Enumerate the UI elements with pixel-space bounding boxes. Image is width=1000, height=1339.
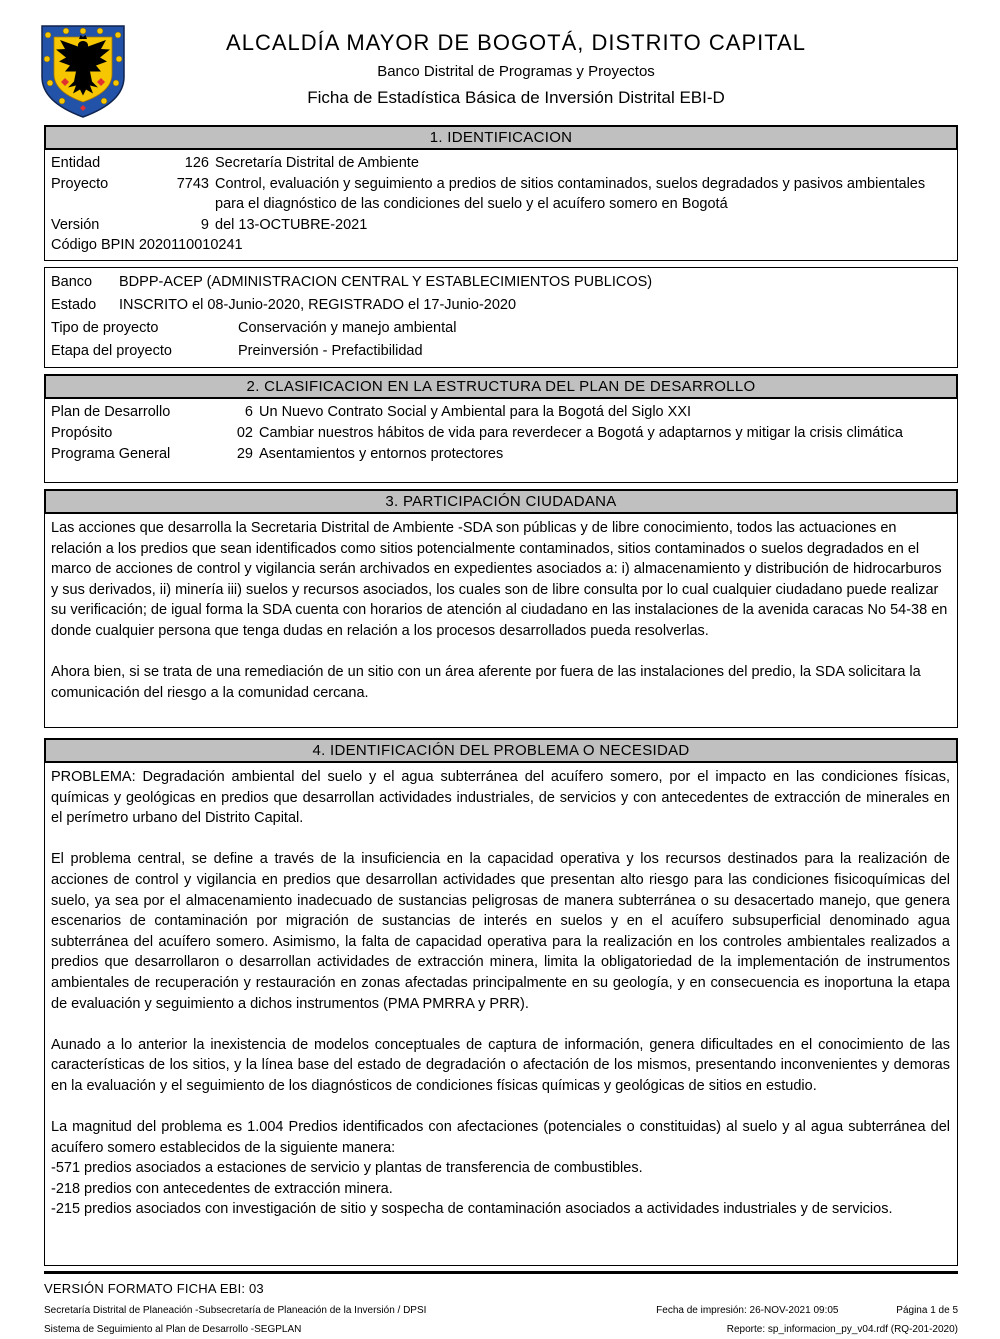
field-value-etapa-proyecto: Preinversión - Prefactibilidad [238, 342, 423, 359]
section-1-header: 1. IDENTIFICACION [44, 125, 958, 150]
field-label-tipo-proyecto: Tipo de proyecto [51, 319, 159, 336]
field-label-plan-desarrollo: Plan de Desarrollo [51, 403, 171, 420]
participation-paragraph-2: Ahora bien, si se trata de una remediación de un sitio con un área aferente por fuera de las instalaciones del predio, la SDA solicitara la comunicación del riesgo a la comunidad cercana. [51, 664, 921, 701]
field-row-programa-general [51, 444, 950, 465]
magnitude-item-1: -571 predios asociados a estaciones de servicio y plantas de transferencia de combustibles. [51, 1160, 643, 1177]
field-label-banco: Banco [51, 273, 93, 290]
field-value-estado: INSCRITO el 08-Junio-2020, REGISTRADO el 17-Junio-2020 [119, 296, 517, 313]
classification-box [44, 399, 958, 483]
field-label-proposito: Propósito [51, 424, 113, 441]
participation-paragraph-1: Las acciones que desarrolla la Secretaria Distrital de Ambiente -SDA son públicas y de libre conocimiento, todos las actuaciones en relación a los predios que sean identificados como sitios potencialmente contaminados, sitios contaminados o suelos degradados en el marco de acciones de control y vigilancia serán archivados en expedientes asociados a: i) almacenamiento y distribución de hidrocarburos y sus derivados, ii) minería iii) suelos y recursos asociados, los cuales son de libre consulta por lo cual cualquier ciudadano puede realizar su verificación; de igual forma la SDA cuenta con horarios de atención al ciudadano en las instalaciones de la avenida caracas No 54-38 en donde cualquier persona que tenga dudas en relación a los procesos desarrollados pueda resolverlas. [51, 519, 948, 639]
subtitle-ficha-ebi: Ficha de Estadística Básica de Inversión Distrital EBI-D [307, 88, 725, 107]
page [44, 0, 958, 1339]
field-row-etapa-proyecto [51, 340, 950, 363]
identification-box [44, 150, 958, 261]
footer-entity-line: Secretaría Distrital de Planeación -Subsecretaría de Planeación de la Inversión / DPSI [44, 1304, 427, 1316]
field-row-proposito [51, 423, 950, 444]
field-row-version [51, 215, 950, 236]
field-label-proyecto: Proyecto [51, 175, 109, 192]
field-value-proyecto: Control, evaluación y seguimiento a predios de sitios contaminados, suelos degradados y pasivos ambientales para el diagnóstico de las condiciones del suelo y el acuífero somero en Bogotá [215, 175, 926, 213]
magnitude-item-2: -218 predios con antecedentes de extracción minera. [51, 1180, 393, 1197]
field-row-proyecto [51, 174, 950, 215]
field-row-tipo-proyecto [51, 317, 950, 340]
footer-print-row [656, 1301, 958, 1320]
footer-separator [44, 1271, 958, 1274]
field-row-entidad [51, 153, 950, 174]
magnitude-intro: La magnitud del problema es 1.004 Predios identificados con afectaciones (potenciales o constituidas) al suelo y al agua subterránea del acuífero somero establecidos de la siguiente manera: [51, 1119, 950, 1156]
bogota-coat-of-arms-logo [38, 23, 134, 125]
problem-paragraph-1: PROBLEMA: Degradación ambiental del suelo y el agua subterránea del acuífero somero, por el impacto en las condiciones físicas, químicas y geológicas en predios que desarrollan actividades industriales, de servicios y con antecedentes de extracción de minerales en el perímetro urbano del Distrito Capital. [51, 768, 950, 827]
field-value-tipo-proyecto: Conservación y manejo ambiental [238, 319, 457, 336]
field-row-plan-desarrollo [51, 402, 950, 423]
footer-right [656, 1301, 958, 1339]
field-code-entidad: 126 [184, 155, 209, 171]
print-date: Fecha de impresión: 26-NOV-2021 09:05 [656, 1304, 839, 1316]
field-row-banco [51, 271, 950, 294]
magnitude-item-3: -215 predios asociados con investigación de sitio y sospecha de contaminación asociados a actividades industriales y de servicios. [51, 1201, 893, 1218]
main-title: ALCALDÍA MAYOR DE BOGOTÁ, DISTRITO CAPITAL [226, 30, 806, 55]
section-4-header: 4. IDENTIFICACIÓN DEL PROBLEMA O NECESIDAD [44, 738, 958, 763]
section-2-header: 2. CLASIFICACION EN LA ESTRUCTURA DEL PLAN DE DESARROLLO [44, 374, 958, 399]
problem-paragraph-2: El problema central, se define a través de la insuficiencia en la capacidad operativa y los recursos destinados para la realización de acciones de control y vigilancia en predios que desarrollan actividades que presentan alto riesgo para las condiciones fisicoquímicas del suelo, ya sea por el almacenamiento inadecuado de sustancias peligrosas de manera subterránea o su desacertado manejo, que genera escenarios de contaminación por migración de sustancias de interés en suelos y en el acuífero subsuperficial denominado agua subterránea del acuífero somero. Asimismo, la falta de capacidad operativa para la realización en los controles ambientales realizados a predios que desarrollaron o desarrollan actividades de extracción minera, limita la obligatoriedad de la implementación de instrumentos ambientales de recuperación y restauración en zonas afectadas principalmente en su geología, y en consecuencia es inoportuna la etapa de evaluación y seguimiento a dichos instrumentos (PMA PMRRA y PRR). [51, 851, 950, 1012]
field-label-etapa-proyecto: Etapa del proyecto [51, 342, 172, 359]
field-value-proposito: Cambiar nuestros hábitos de vida para reverdecer a Bogotá y adaptarnos y mitigar la crisis climática [259, 424, 903, 441]
participation-box [44, 514, 958, 728]
page-number: Página 1 de 5 [896, 1304, 958, 1316]
field-value-entidad: Secretaría Distrital de Ambiente [215, 155, 419, 171]
field-value-plan-desarrollo: Un Nuevo Contrato Social y Ambiental para la Bogotá del Siglo XXI [259, 403, 692, 420]
field-value-version: del 13-OCTUBRE-2021 [215, 216, 368, 233]
field-value-banco: BDPP-ACEP (ADMINISTRACION CENTRAL Y ESTABLECIMIENTOS PUBLICOS) [119, 273, 653, 290]
bogota-coat-of-arms-icon [38, 23, 128, 120]
field-label-estado: Estado [51, 296, 97, 313]
title-block [134, 23, 958, 125]
footer-left [44, 1301, 426, 1339]
footer-system-line: Sistema de Seguimiento al Plan de Desarrollo -SEGPLAN [44, 1323, 302, 1335]
section-3-header: 3. PARTICIPACIÓN CIUDADANA [44, 489, 958, 514]
problem-box [44, 763, 958, 1266]
version-line: VERSIÓN FORMATO FICHA EBI: 03 [44, 1280, 264, 1296]
subtitle-banco-distrital: Banco Distrital de Programas y Proyectos [377, 63, 655, 80]
field-code-proposito: 02 [236, 424, 253, 441]
field-row-estado [51, 294, 950, 317]
field-code-plan-desarrollo: 6 [244, 403, 253, 420]
problem-paragraph-3: Aunado a lo anterior la inexistencia de modelos conceptuales de captura de información, genera dificultades en el conocimiento de las características de los sitios, y la línea base del estado de degradación o afectación de los mismos, presentando inconvenientes y demoras en la evaluación y el seguimiento de los diagnósticos de condiciones físicas químicas y geológicas de sitios en estudio. [51, 1036, 950, 1094]
banco-info-box [44, 267, 958, 368]
field-label-entidad: Entidad [51, 155, 101, 171]
footer [44, 1301, 958, 1339]
field-label-version: Versión [51, 216, 100, 233]
field-code-programa-general: 29 [236, 445, 253, 462]
document-header [44, 23, 958, 125]
field-code-proyecto: 7743 [176, 175, 209, 192]
field-code-version: 9 [200, 216, 209, 233]
report-name: Reporte: sp_informacion_py_v04.rdf (RQ-201-2020) [726, 1323, 958, 1335]
field-value-programa-general: Asentamientos y entornos protectores [259, 445, 504, 462]
field-label-programa-general: Programa General [51, 445, 171, 462]
field-row-codigo-bpin: Código BPIN 2020110010241 [51, 237, 243, 254]
